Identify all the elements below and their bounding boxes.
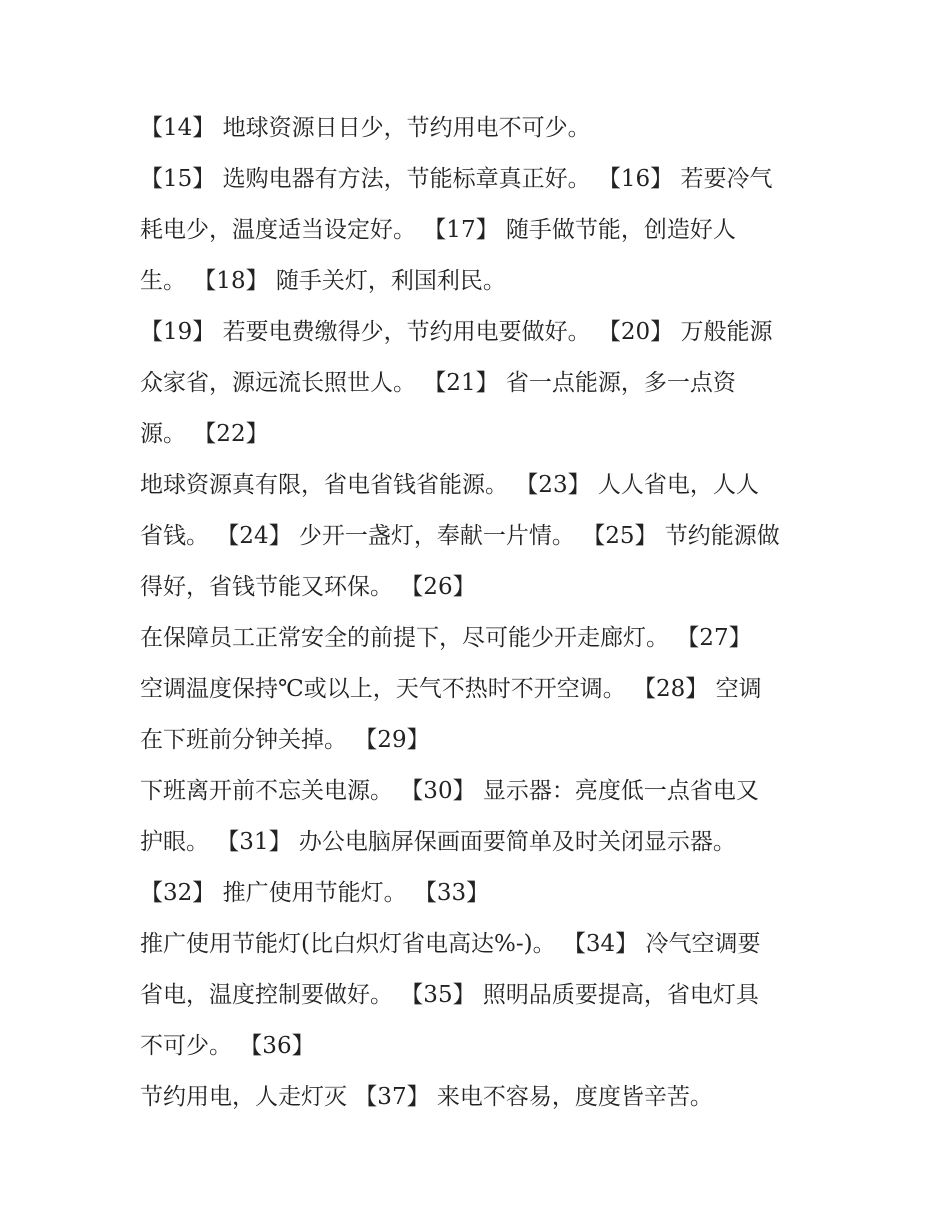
text-line: 下班离开前不忘关电源。 【30】 显示器：亮度低一点省电又 — [140, 778, 759, 804]
text-line: 【32】 推广使用节能灯。 【33】 — [140, 880, 490, 906]
text-line: 不可少。 【36】 — [140, 1033, 315, 1059]
text-line: 空调温度保持℃或以上，天气不热时不开空调。 【28】 空调 — [140, 676, 762, 702]
text-line: 护眼。 【31】 办公电脑屏保画面要简单及时关闭显示器。 — [140, 829, 736, 855]
text-line: 在保障员工正常安全的前提下，尽可能少开走廊灯。 【27】 — [140, 625, 752, 651]
text-line: 省电，温度控制要做好。 【35】 照明品质要提高，省电灯具 — [140, 982, 759, 1008]
text-line: 省钱。 【24】 少开一盏灯，奉献一片情。 【25】 节约能源做 — [140, 523, 780, 549]
text-line: 【15】 选购电器有方法，节能标章真正好。 【16】 若要冷气 — [140, 166, 773, 192]
text-line: 耗电少，温度适当设定好。 【17】 随手做节能，创造好人 — [140, 217, 736, 243]
document-body — [140, 103, 820, 1123]
text-line: 推广使用节能灯(比白炽灯省电高达%-)。 【34】 冷气空调要 — [140, 931, 761, 957]
text-line: 在下班前分钟关掉。 【29】 — [140, 727, 430, 753]
text-line: 【14】 地球资源日日少，节约用电不可少。 — [140, 115, 591, 141]
text-line: 节约用电，人走灯灭 【37】 来电不容易，度度皆辛苦。 — [140, 1084, 713, 1110]
text-line: 众家省，源远流长照世人。 【21】 省一点能源，多一点资 — [140, 370, 736, 396]
text-line: 源。 【22】 — [140, 421, 269, 447]
text-line: 生。 【18】 随手关灯，利国利民。 — [140, 268, 506, 294]
text-line: 得好，省钱节能又环保。 【26】 — [140, 574, 476, 600]
text-line: 地球资源真有限，省电省钱省能源。 【23】 人人省电，人人 — [140, 472, 759, 498]
text-line: 【19】 若要电费缴得少，节约用电要做好。 【20】 万般能源 — [140, 319, 773, 345]
